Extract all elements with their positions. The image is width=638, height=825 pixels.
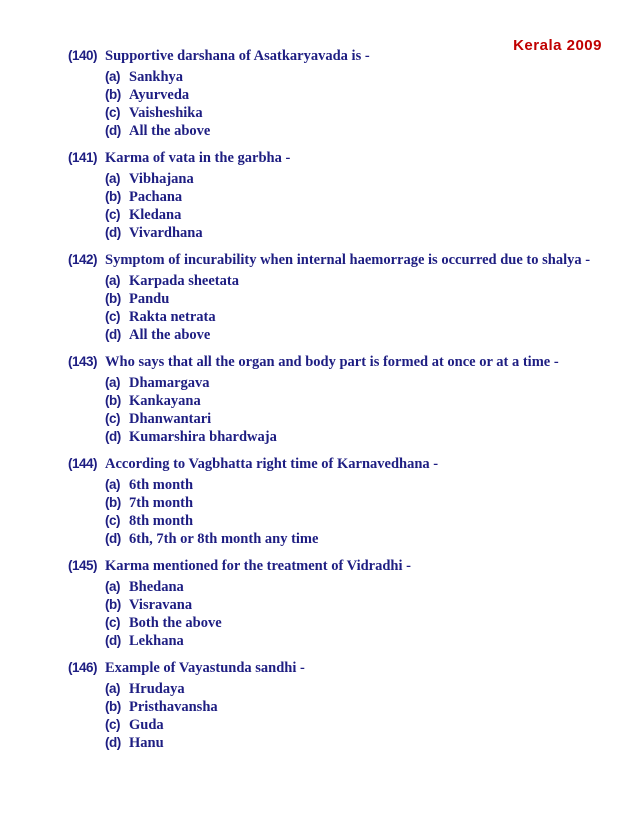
exam-title: Kerala 2009 [513,37,602,54]
question-line [68,659,618,677]
option-letter: (d) [105,327,121,342]
option-text: Hrudaya [129,681,185,697]
option-row [105,308,618,326]
option-text: Bhedana [129,579,184,595]
question-block [68,659,618,752]
option-row [105,392,618,410]
option-group [105,68,618,140]
option-row [105,206,618,224]
option-letter: (d) [105,633,121,648]
option-row [105,716,618,734]
option-text: Pristhavansha [129,699,218,715]
option-letter: (c) [105,513,120,528]
option-text: All the above [129,123,211,139]
option-text: Ayurveda [129,87,190,103]
question-number: (142) [68,252,98,267]
option-text: 7th month [129,495,194,511]
option-text: Kumarshira bhardwaja [129,429,277,445]
option-letter: (b) [105,87,121,102]
option-text: All the above [129,327,211,343]
option-letter: (b) [105,393,121,408]
option-group [105,680,618,752]
option-row [105,494,618,512]
option-text: Pandu [129,291,170,307]
question-text: Karma mentioned for the treatment of Vidradhi - [105,558,411,574]
option-letter: (c) [105,105,120,120]
option-row [105,326,618,344]
question-block [68,353,618,446]
option-letter: (b) [105,495,121,510]
option-letter: (a) [105,171,120,186]
option-row [105,476,618,494]
option-text: 6th, 7th or 8th month any time [129,531,319,547]
option-row [105,224,618,242]
option-text: 6th month [129,477,194,493]
option-letter: (c) [105,309,120,324]
question-line [68,149,618,167]
question-block [68,251,618,344]
question-text: Supportive darshana of Asatkaryavada is - [105,48,370,64]
option-letter: (c) [105,207,120,222]
option-row [105,86,618,104]
question-number: (144) [68,456,98,471]
question-line [68,455,618,473]
question-block [68,557,618,650]
question-line [68,251,618,269]
option-row [105,578,618,596]
option-row [105,614,618,632]
option-text: Visravana [129,597,193,613]
option-row [105,428,618,446]
option-text: Dhanwantari [129,411,212,427]
option-text: Guda [129,717,164,733]
option-text: Vivardhana [129,225,203,241]
option-letter: (d) [105,225,121,240]
option-text: Vaisheshika [129,105,203,121]
option-letter: (a) [105,69,120,84]
option-row [105,68,618,86]
option-letter: (b) [105,291,121,306]
option-letter: (b) [105,189,121,204]
option-letter: (d) [105,429,121,444]
option-letter: (d) [105,531,121,546]
option-group [105,476,618,548]
option-letter: (a) [105,477,120,492]
option-row [105,680,618,698]
option-letter: (a) [105,681,120,696]
option-letter: (c) [105,411,120,426]
option-row [105,290,618,308]
option-text: Kledana [129,207,182,223]
option-letter: (b) [105,597,121,612]
option-row [105,104,618,122]
option-text: Hanu [129,735,164,751]
option-text: 8th month [129,513,194,529]
option-row [105,632,618,650]
question-text: According to Vagbhatta right time of Karnavedhana - [105,456,439,472]
question-list [68,47,618,761]
option-text: Dhamargava [129,375,210,391]
question-number: (140) [68,48,98,63]
option-text: Sankhya [129,69,184,85]
option-row [105,734,618,752]
option-text: Both the above [129,615,222,631]
option-group [105,578,618,650]
option-row [105,272,618,290]
option-row [105,122,618,140]
question-line [68,47,618,65]
option-row [105,512,618,530]
option-text: Vibhajana [129,171,194,187]
option-letter: (b) [105,699,121,714]
question-number: (141) [68,150,98,165]
question-number: (143) [68,354,98,369]
question-block [68,455,618,548]
option-text: Kankayana [129,393,201,409]
question-block [68,149,618,242]
option-text: Karpada sheetata [129,273,239,289]
question-line [68,353,618,371]
option-letter: (d) [105,123,121,138]
option-row [105,410,618,428]
option-row [105,188,618,206]
option-group [105,374,618,446]
option-row [105,530,618,548]
option-letter: (a) [105,375,120,390]
option-row [105,596,618,614]
question-text: Symptom of incurability when internal haemorrage is occurred due to shalya - [105,252,591,268]
option-row [105,698,618,716]
option-text: Lekhana [129,633,184,649]
option-text: Rakta netrata [129,309,216,325]
option-group [105,170,618,242]
option-row [105,374,618,392]
option-letter: (a) [105,579,120,594]
question-text: Who says that all the organ and body part is formed at once or at a time - [105,354,559,370]
question-number: (145) [68,558,98,573]
question-block [68,47,618,140]
option-text: Pachana [129,189,183,205]
option-group [105,272,618,344]
question-text: Karma of vata in the garbha - [105,150,291,166]
question-number: (146) [68,660,98,675]
option-letter: (d) [105,735,121,750]
option-letter: (c) [105,615,120,630]
option-letter: (a) [105,273,120,288]
option-row [105,170,618,188]
question-line [68,557,618,575]
question-text: Example of Vayastunda sandhi - [105,660,305,676]
option-letter: (c) [105,717,120,732]
